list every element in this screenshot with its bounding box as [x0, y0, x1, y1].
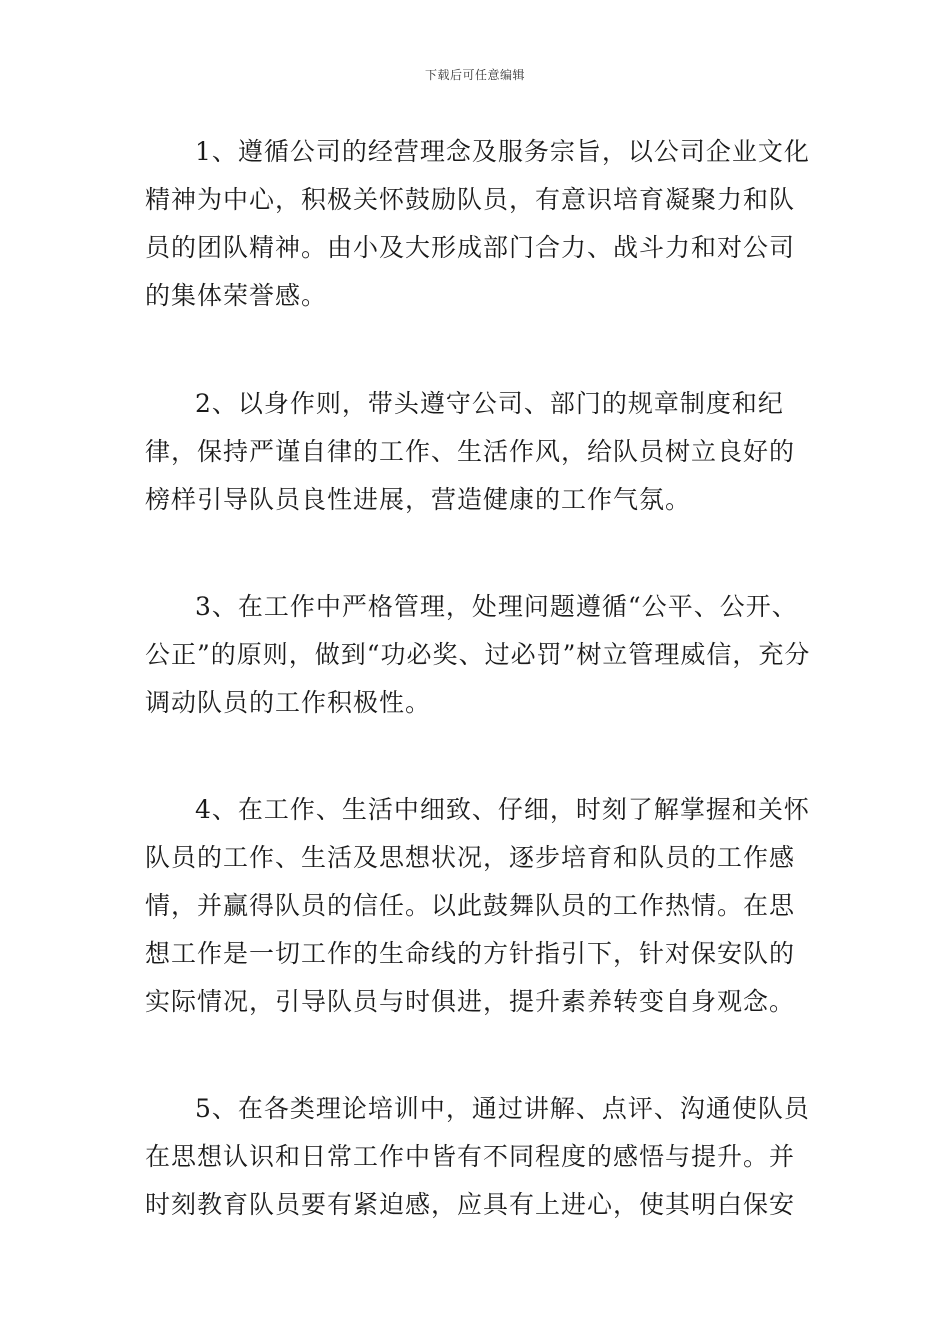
document-body: [145, 128, 815, 1229]
paragraph-1: 1、遵循公司的经营理念及服务宗旨，以公司企业文化精神为中心，积极关怀鼓励队员，有意识培育凝聚力和队员的团队精神。由小及大形成部门合力、战斗力和对公司的集体荣誉感。: [145, 137, 810, 310]
paragraph-5: 5、在各类理论培训中，通过讲解、点评、沟通使队员在思想认识和日常工作中皆有不同程度的感悟与提升。并时刻教育队员要有紧迫感，应具有上进心，使其明白保安: [145, 1094, 810, 1219]
paragraph-4: 4、在工作、生活中细致、仔细，时刻了解掌握和关怀队员的工作、生活及思想状况，逐步培育和队员的工作感情，并赢得队员的信任。以此鼓舞队员的工作热情。在思想工作是一切工作的生命线的方针指引下，针对保安队的实际情况，引导队员与时俱进，提升素养转变自身观念。: [145, 795, 810, 1016]
paragraph-2: 2、以身作则，带头遵守公司、部门的规章制度和纪律，保持严谨自律的工作、生活作风，给队员树立良好的榜样引导队员良性进展，营造健康的工作气氛。: [145, 389, 796, 514]
paragraph-3: 3、在工作中严格管理，处理问题遵循“公平、公开、公正”的原则，做到“功必奖、过必罚”树立管理威信，充分调动队员的工作积极性。: [145, 592, 811, 717]
page-header: 下载后可任意编辑: [424, 68, 525, 82]
